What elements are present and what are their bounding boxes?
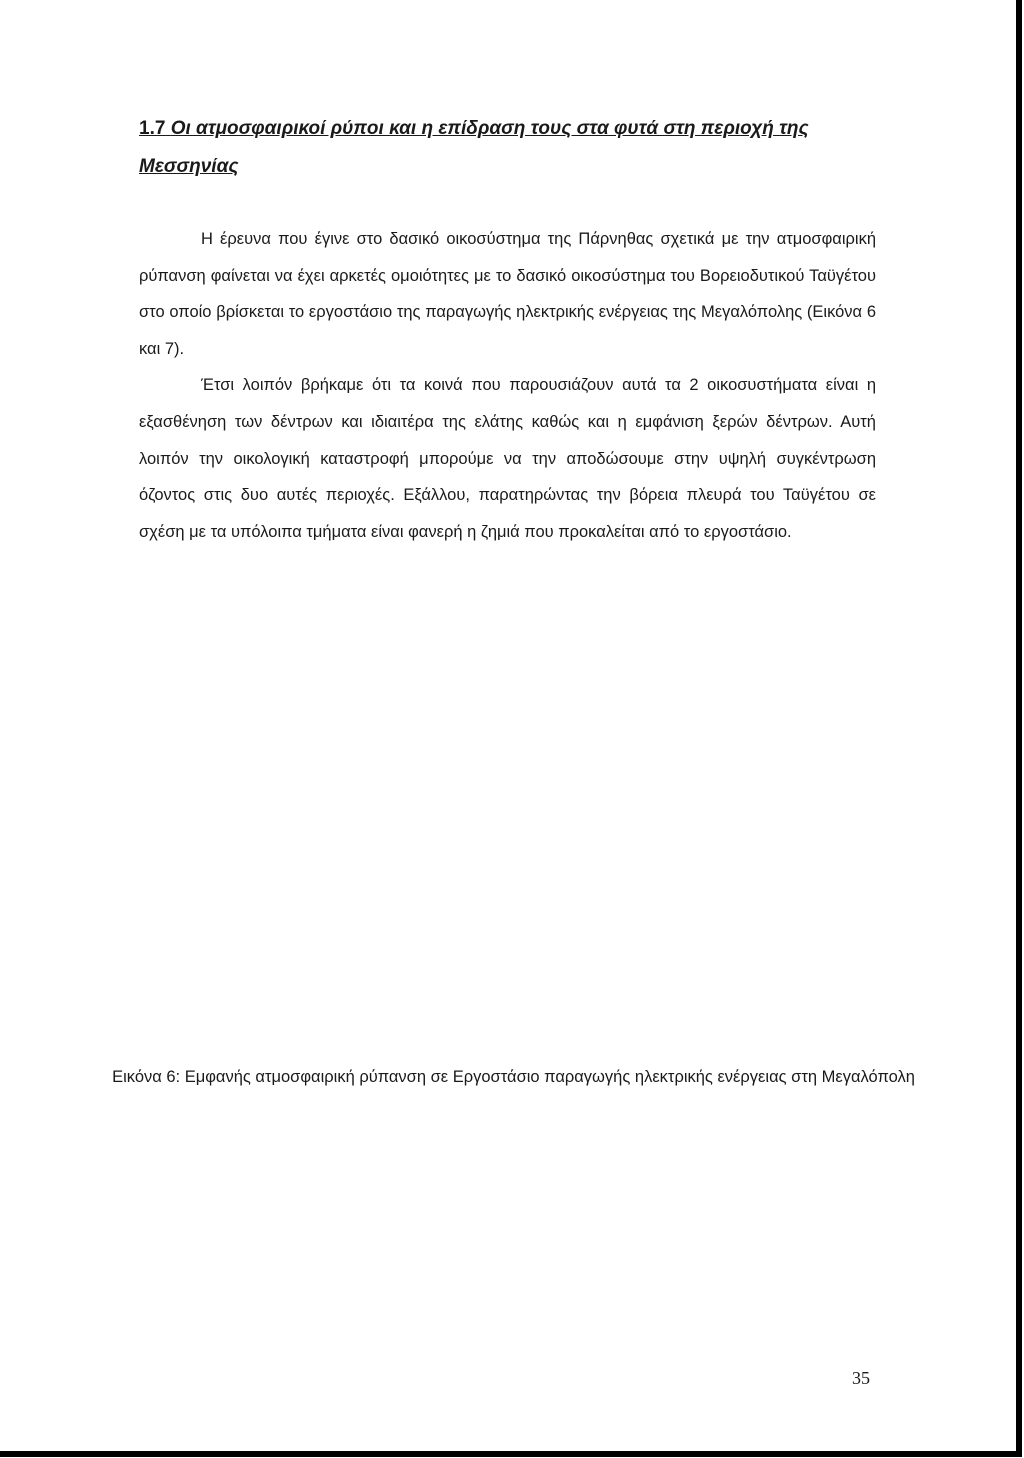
section-heading (139, 110, 879, 186)
page-number: 35 (852, 1368, 870, 1388)
paragraph-2: Έτσι λοιπόν βρήκαμε ότι τα κοινά που παρουσιάζουν αυτά τα 2 οικοσυστήματα είναι η εξασθένηση των δέντρων και ιδιαιτέρα της ελάτης καθώς και η εμφάνιση ξερών δέντρων. Αυτή λοιπόν την οικολογική καταστροφή μπορούμε να την αποδώσουμε στην υψηλή συγκέντρωση όζοντος στις δυο αυτές περιοχές. Εξάλλου, παρατηρώντας την βόρεια πλευρά του Ταϋγέτου σε σχέση με τα υπόλοιπα τμήματα είναι φανερή η ζημιά που προκαλείται από το εργοστάσιο. (139, 376, 876, 541)
section-title: Οι ατμοσφαιρικοί ρύποι και η επίδραση τους στα φυτά στη περιοχή της Μεσσηνίας (139, 118, 809, 177)
paragraph-1: Η έρευνα που έγινε στο δασικό οικοσύστημα της Πάρνηθας σχετικά με την ατμοσφαιρική ρύπανση φαίνεται να έχει αρκετές ομοιότητες με το δασικό οικοσύστημα του Βορειοδυτικού Ταϋγέτου στο οποίο βρίσκεται το εργοστάσιο της παραγωγής ηλεκτρικής ενέργειας της Μεγαλόπολης (Εικόνα 6 και 7). (139, 230, 876, 358)
body-text (139, 221, 876, 550)
section-number: 1.7 (139, 118, 166, 139)
figure-caption: Εικόνα 6: Εμφανής ατμοσφαιρική ρύπανση σε Εργοστάσιο παραγωγής ηλεκτρικής ενέργειας στη Μεγαλόπολη (112, 1068, 915, 1086)
